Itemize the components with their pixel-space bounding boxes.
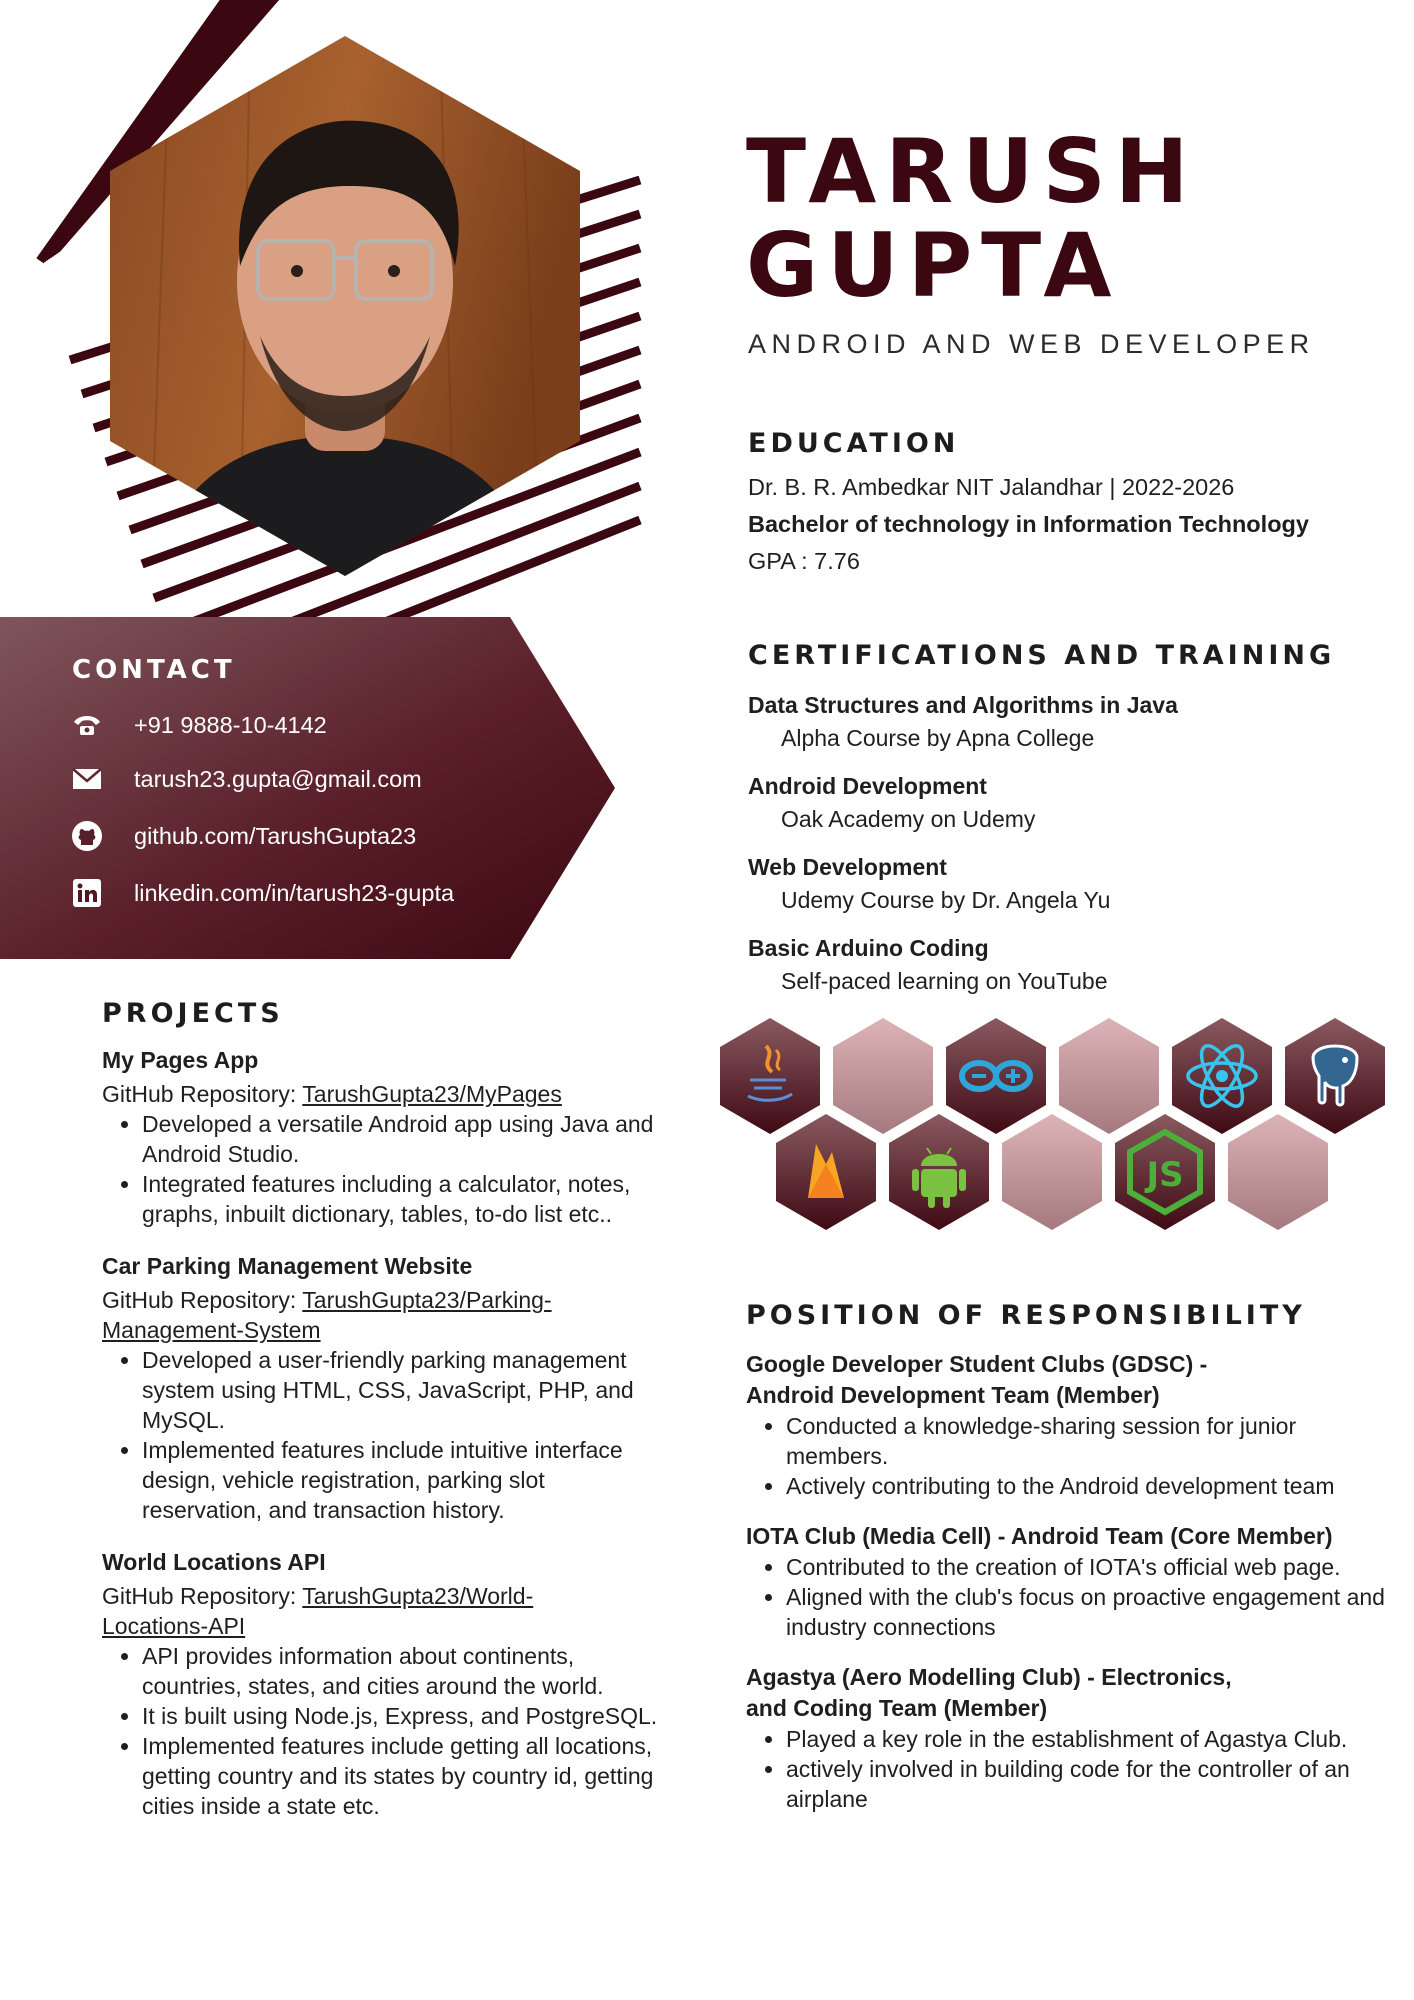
certification-item [748,689,1388,755]
position-bullets [746,1411,1386,1501]
list-item: • Conducted a knowledge-sharing session for junior members. [786,1411,1386,1471]
hex-placeholder [833,1018,933,1134]
project-item [102,1249,662,1525]
project-bullets [102,1345,662,1525]
svg-text:JS: JS [1146,1155,1184,1195]
education-degree: Bachelor of technology in Information Technology [748,511,1309,537]
hex-placeholder [1059,1018,1159,1134]
full-name [746,120,1198,317]
linkedin-icon [70,876,104,910]
job-title: ANDROID AND WEB DEVELOPER [748,329,1315,359]
position-item [746,1349,1386,1501]
certification-item [748,770,1388,836]
list-item: • Actively contributing to the Android development team [786,1471,1386,1501]
position-bullets [746,1724,1386,1814]
postgresql-icon [1285,1018,1385,1134]
position-title: IOTA Club (Media Cell) - Android Team (Core Member) [746,1523,1333,1549]
list-item: • Implemented features include intuitive interface design, vehicle registration, parking slot reservation, and transaction history. [142,1435,662,1525]
certification-title: Web Development [748,854,947,880]
java-icon [720,1018,820,1134]
position-title: Agastya (Aero Modelling Club) - Electronics, [746,1664,1232,1690]
contact-email[interactable] [70,762,422,796]
project-item [102,1043,662,1229]
list-item: • Played a key role in the establishment of Agastya Club. [786,1724,1386,1754]
phone-number: +91 9888-10-4142 [134,711,327,738]
certification-title: Android Development [748,773,987,799]
education-section [748,428,1368,580]
project-bullets [102,1641,662,1821]
certification-source: Udemy Course by Dr. Angela Yu [781,887,1111,913]
list-item: • Implemented features include getting all locations, getting country and its states by country id, getting cities inside a state etc. [142,1731,662,1821]
repo-link-cont[interactable]: Locations-API [102,1613,246,1639]
education-title: EDUCATION [748,428,960,459]
last-name: GUPTA [746,214,1121,317]
github-link: github.com/TarushGupta23 [134,822,417,849]
mail-icon [70,762,104,796]
list-item: • It is built using Node.js, Express, and PostgreSQL. [142,1701,662,1731]
list-item: • Aligned with the club's focus on proactive engagement and industry connections [786,1582,1386,1642]
list-item: • Developed a user-friendly parking management system using HTML, CSS, JavaScript, PHP, and MySQL. [142,1345,662,1435]
certification-title: Data Structures and Algorithms in Java [748,692,1178,718]
position-item [746,1662,1386,1814]
list-item: • actively involved in building code for the controller of an airplane [786,1754,1386,1814]
positions-section [746,1300,1386,1834]
project-repo: GitHub Repository: TarushGupta23/World- Locations-API [102,1583,534,1639]
positions-title: POSITION OF RESPONSIBILITY [746,1300,1306,1331]
certification-item [748,932,1388,998]
repo-link[interactable]: TarushGupta23/World- [302,1583,534,1609]
certifications-section [748,640,1388,1013]
project-title: Car Parking Management Website [102,1253,473,1279]
project-repo: GitHub Repository: TarushGupta23/MyPages [102,1081,562,1107]
android-icon [889,1114,989,1230]
list-item: • Contributed to the creation of IOTA's official web page. [786,1552,1386,1582]
position-title-cont: Android Development Team (Member) [746,1382,1160,1408]
profile-photo [110,36,580,576]
certification-source: Oak Academy on Udemy [781,806,1036,832]
position-bullets [746,1552,1386,1642]
repo-link[interactable]: TarushGupta23/Parking- [302,1287,552,1313]
certification-title: Basic Arduino Coding [748,935,989,961]
firebase-icon [776,1114,876,1230]
hex-placeholder [1002,1114,1102,1230]
education-gpa: GPA : 7.76 [748,548,860,574]
position-item [746,1521,1386,1642]
projects-title: PROJECTS [102,998,284,1029]
repo-link[interactable]: TarushGupta23/MyPages [302,1081,562,1107]
repo-link-cont[interactable]: Management-System [102,1317,321,1343]
contact-github[interactable] [70,819,416,853]
project-repo: GitHub Repository: TarushGupta23/Parking- Management-System [102,1287,552,1343]
skills-hex-grid [718,1014,1388,1234]
contact-title: CONTACT [72,655,236,685]
certification-source: Self-paced learning on YouTube [781,968,1108,994]
email-address: tarush23.gupta@gmail.com [134,765,422,792]
project-title: World Locations API [102,1549,326,1575]
certifications-title: CERTIFICATIONS AND TRAINING [748,640,1336,671]
hex-placeholder [1228,1114,1328,1230]
phone-icon [70,708,104,742]
list-item: • Developed a versatile Android app using Java and Android Studio. [142,1109,662,1169]
arduino-icon [946,1018,1046,1134]
position-title: Google Developer Student Clubs (GDSC) - [746,1351,1208,1377]
position-title-cont: and Coding Team (Member) [746,1695,1048,1721]
linkedin-link: linkedin.com/in/tarush23-gupta [134,879,455,906]
project-title: My Pages App [102,1047,259,1073]
certification-item [748,851,1388,917]
first-name: TARUSH [746,120,1198,223]
education-institute: Dr. B. R. Ambedkar NIT Jalandhar | 2022-2026 [748,474,1235,500]
react-icon [1172,1018,1272,1134]
github-icon [70,819,104,853]
contact-phone[interactable] [70,708,327,742]
javascript-icon [1115,1114,1215,1230]
contact-linkedin[interactable] [70,876,454,910]
project-item [102,1545,662,1821]
certification-source: Alpha Course by Apna College [781,725,1095,751]
project-bullets [102,1109,662,1229]
list-item: • API provides information about continents, countries, states, and cities around the world. [142,1641,662,1701]
list-item: • Integrated features including a calculator, notes, graphs, inbuilt dictionary, tables, to-do list etc.. [142,1169,662,1229]
projects-section [102,998,662,1841]
